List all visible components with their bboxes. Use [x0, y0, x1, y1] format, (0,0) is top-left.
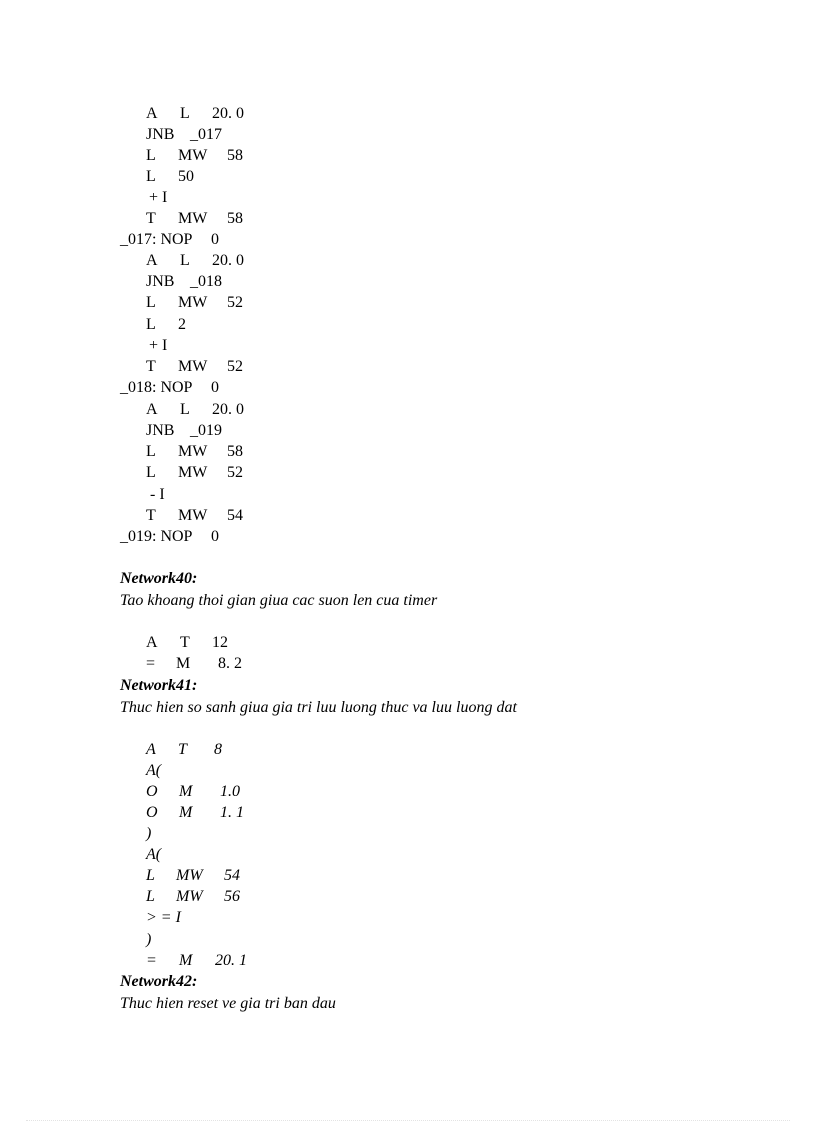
network41-description: Thuc hien so sanh giua gia tri luu luong thuc va luu luong dat	[120, 699, 517, 716]
code-arg: 8. 2	[218, 655, 242, 672]
code-line	[0, 505, 243, 526]
code-arg: 58	[227, 210, 243, 227]
code-line	[0, 484, 165, 505]
code-arg: MW	[176, 867, 203, 884]
code-arg: 52	[227, 294, 243, 311]
code-op: A	[146, 105, 158, 122]
code-line	[0, 781, 240, 802]
code-arg: MW	[178, 443, 208, 460]
code-arg: M	[176, 655, 191, 672]
code-arg: MW	[178, 464, 208, 481]
code-arg: MW	[176, 888, 203, 905]
code-line	[0, 250, 244, 271]
code-op: A	[146, 401, 158, 418]
code-arg: 20. 1	[215, 952, 247, 969]
code-op: + I	[149, 189, 168, 206]
code-arg: L	[180, 105, 190, 122]
code-op: L	[146, 294, 156, 311]
code-op: A	[146, 741, 156, 758]
code-arg: M	[179, 783, 193, 800]
code-op: L	[146, 443, 156, 460]
code-op: L	[146, 888, 155, 905]
code-line	[0, 823, 152, 844]
network40-heading: Network40:	[120, 570, 198, 587]
code-arg: L	[180, 401, 190, 418]
code-line	[0, 124, 222, 145]
code-op: )	[146, 825, 152, 842]
code-arg: 2	[178, 316, 186, 333]
code-arg: 0	[211, 528, 219, 545]
code-op: + I	[149, 337, 168, 354]
code-line	[0, 103, 244, 124]
code-arg: 54	[227, 507, 243, 524]
code-arg: 8	[214, 741, 222, 758]
code-arg: 54	[224, 867, 240, 884]
code-arg: MW	[178, 507, 208, 524]
code-arg: T	[180, 634, 190, 651]
network40-description: Tao khoang thoi gian giua cac suon len cua timer	[120, 592, 438, 609]
code-op: )	[146, 931, 152, 948]
code-op: A	[146, 252, 158, 269]
code-op: T	[146, 210, 156, 227]
code-line	[0, 229, 219, 250]
code-op: L	[146, 168, 156, 185]
code-op: =	[146, 952, 157, 969]
code-line	[0, 145, 243, 166]
code-op: A	[146, 634, 158, 651]
code-arg: 1.0	[220, 783, 240, 800]
code-arg: 56	[224, 888, 240, 905]
code-line	[0, 844, 162, 865]
code-op: L	[146, 867, 155, 884]
code-line	[0, 760, 162, 781]
code-line	[0, 653, 242, 674]
code-arg: _018	[190, 273, 222, 290]
code-arg: MW	[178, 210, 208, 227]
code-line	[0, 865, 240, 886]
code-op: > = I	[146, 909, 181, 926]
code-arg: 12	[212, 634, 228, 651]
code-arg: 52	[227, 358, 243, 375]
code-arg: M	[179, 804, 193, 821]
code-arg: 50	[178, 168, 194, 185]
code-arg: 1. 1	[220, 804, 244, 821]
code-line	[0, 356, 243, 377]
code-op: JNB	[146, 422, 175, 439]
code-line	[0, 399, 244, 420]
code-op: T	[146, 507, 156, 524]
code-arg: 20. 0	[212, 401, 244, 418]
code-arg: 0	[211, 231, 219, 248]
code-arg: MW	[178, 147, 208, 164]
code-op: T	[146, 358, 156, 375]
code-arg: MW	[178, 294, 208, 311]
code-label: _018: NOP	[120, 379, 193, 396]
code-op: JNB	[146, 126, 175, 143]
network42-description: Thuc hien reset ve gia tri ban dau	[120, 995, 336, 1012]
code-line	[0, 632, 228, 653]
code-arg: 20. 0	[212, 105, 244, 122]
code-arg: L	[180, 252, 190, 269]
code-line	[0, 950, 247, 971]
code-line	[0, 526, 219, 547]
code-arg: 20. 0	[212, 252, 244, 269]
code-line	[0, 335, 168, 356]
code-label: _019: NOP	[120, 528, 193, 545]
code-line	[0, 739, 222, 760]
code-line	[0, 462, 243, 483]
code-arg: 52	[227, 464, 243, 481]
network42-heading: Network42:	[120, 973, 198, 990]
code-line	[0, 907, 181, 928]
code-op: A(	[146, 846, 162, 863]
code-line	[0, 208, 243, 229]
page-bottom-divider	[26, 1120, 790, 1121]
code-line	[0, 441, 243, 462]
code-op: JNB	[146, 273, 175, 290]
code-arg: MW	[178, 358, 208, 375]
code-line	[0, 377, 219, 398]
code-line	[0, 929, 152, 950]
code-arg: 58	[227, 443, 243, 460]
code-op: =	[146, 655, 156, 672]
code-arg: T	[178, 741, 187, 758]
code-line	[0, 886, 240, 907]
code-op: L	[146, 464, 156, 481]
code-line	[0, 802, 244, 823]
code-op: L	[146, 316, 156, 333]
code-op: O	[146, 804, 158, 821]
code-arg: M	[179, 952, 193, 969]
code-line	[0, 166, 194, 187]
code-arg: _017	[190, 126, 222, 143]
code-label: _017: NOP	[120, 231, 193, 248]
code-line	[0, 271, 222, 292]
code-arg: _019	[190, 422, 222, 439]
code-line	[0, 292, 243, 313]
code-line	[0, 420, 222, 441]
code-line	[0, 314, 186, 335]
code-op: O	[146, 783, 158, 800]
code-arg: 0	[211, 379, 219, 396]
code-op: L	[146, 147, 156, 164]
code-line	[0, 187, 168, 208]
code-op: A(	[146, 762, 162, 779]
network41-heading: Network41:	[120, 677, 198, 694]
code-arg: 58	[227, 147, 243, 164]
code-op: - I	[150, 486, 165, 503]
